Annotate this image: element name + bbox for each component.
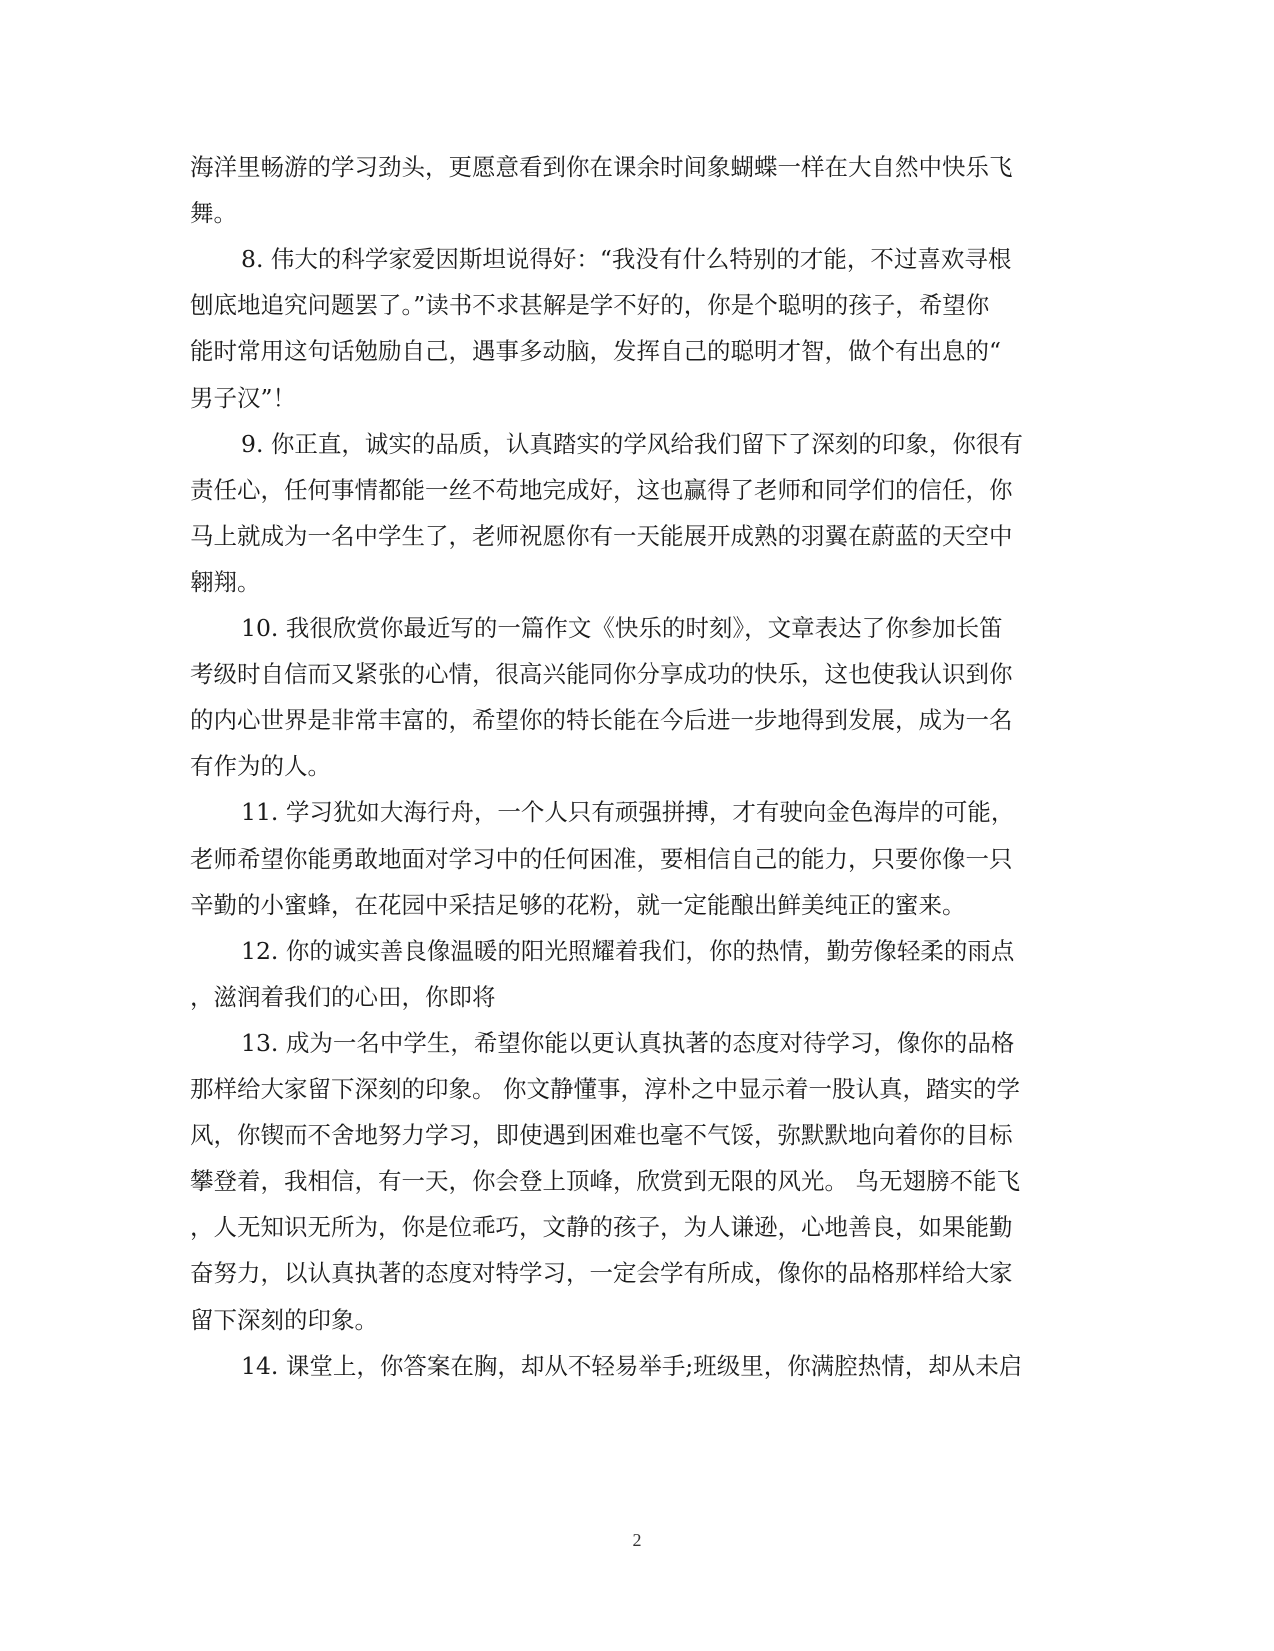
text-line: 的内心世界是非常丰富的，希望你的特长能在今后进一步地得到发展，成为一名: [190, 706, 1013, 735]
text-line: 9. 你正直，诚实的品质，认真踏实的学风给我们留下了深刻的印象，你很有: [241, 429, 1023, 458]
text-line: 翱翔。: [190, 567, 261, 596]
text-line: 13. 成为一名中学生，希望你能以更认真执著的态度对待学习，像你的品格: [241, 1028, 1015, 1057]
text-line: 8. 伟大的科学家爱因斯坦说得好：“我没有什么特别的才能，不过喜欢寻根: [241, 245, 1012, 274]
text-line: 奋努力，以认真执著的态度对特学习，一定会学有所成，像你的品格那样给大家: [190, 1259, 1013, 1288]
text-line: 辛勤的小蜜蜂，在花园中采拮足够的花粉，就一定能酿出鲜美纯正的蜜来。: [190, 890, 966, 919]
text-line: 11. 学习犹如大海行舟，一个人只有顽强拼搏，才有驶向金色海岸的可能，: [241, 798, 1015, 827]
text-line: ，人无知识无所为，你是位乖巧，文静的孩子，为人谦逊，心地善良，如果能勤: [190, 1213, 1013, 1242]
text-line: 有作为的人。: [190, 752, 331, 781]
text-line: 老师希望你能勇敢地面对学习中的任何困准，要相信自己的能力，只要你像一只: [190, 844, 1013, 873]
text-line: 刨底地追究问题罢了。”读书不求甚解是学不好的，你是个聪明的孩子，希望你: [190, 291, 990, 320]
text-line: 男子汉”！: [190, 383, 297, 412]
text-line: 马上就成为一名中学生了，老师祝愿你有一天能展开成熟的羽翼在蔚蓝的天空中: [190, 521, 1013, 550]
text-line: 10. 我很欣赏你最近写的一篇作文《快乐的时刻》，文章表达了你参加长笛: [241, 614, 1003, 642]
text-line: 舞。: [190, 199, 237, 228]
text-line: ，滋润着我们的心田，你即将: [190, 982, 496, 1011]
text-line: 考级时自信而又紧张的心情，很高兴能同你分享成功的快乐，这也使我认识到你: [190, 660, 1013, 689]
text-line: 12. 你的诚实善良像温暖的阳光照耀着我们，你的热情，勤劳像轻柔的雨点: [241, 936, 1015, 965]
page-number: 2: [632, 1530, 642, 1550]
text-line: 风，你锲而不舍地努力学习，即使遇到困难也毫不气馁，弥默默地向着你的目标: [190, 1121, 1013, 1150]
text-line: 责任心，任何事情都能一丝不苟地完成好，这也赢得了老师和同学们的信任，你: [190, 475, 1013, 504]
text-line: 攀登着，我相信，有一天，你会登上顶峰，欣赏到无限的风光。 鸟无翅膀不能飞: [190, 1167, 1020, 1196]
text-line: 留下深刻的印象。: [190, 1305, 378, 1334]
text-line: 14. 课堂上，你答案在胸，却从不轻易举手;班级里，你满腔热情，却从未启: [241, 1351, 1023, 1380]
text-line: 那样给大家留下深刻的印象。 你文静懂事，淳朴之中显示着一股认真，踏实的学: [190, 1075, 1020, 1103]
text-line: 海洋里畅游的学习劲头，更愿意看到你在课余时间象蝴蝶一样在大自然中快乐飞: [190, 153, 1013, 181]
text-line: 能时常用这句话勉励自己，遇事多动脑，发挥自己的聪明才智，做个有出息的“: [190, 337, 1002, 366]
